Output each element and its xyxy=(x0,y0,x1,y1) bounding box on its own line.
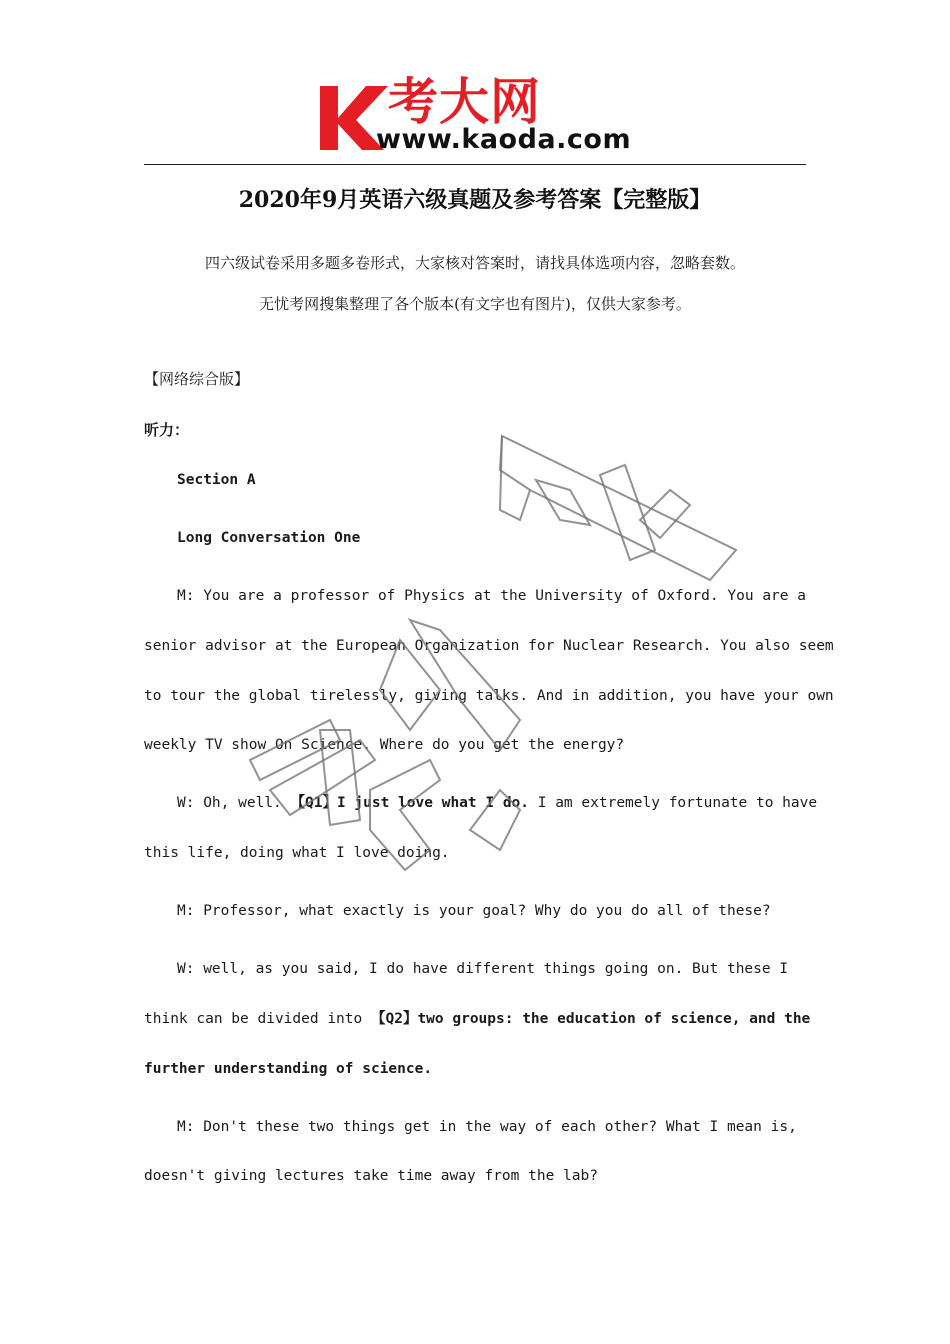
logo-cn-text: 考大网 xyxy=(388,73,541,131)
intro-note-1: 四六级试卷采用多题多卷形式，大家核对答案时，请找具体选项内容，忽略套数。 xyxy=(204,254,745,272)
dialogue-line: to tour the global tirelessly, giving talks. And in addition, you have your own xyxy=(144,688,834,704)
watermark-icon xyxy=(230,430,750,900)
answer-q1: 【Q1】I just love what I do. xyxy=(290,795,530,811)
conversation-label: Long Conversation One xyxy=(177,530,361,546)
dialogue-line: W: well, as you said, I do have different things going on. But these I xyxy=(177,961,789,977)
dialogue-text: W: Oh, well. xyxy=(177,795,291,811)
version-label: 【网络综合版】 xyxy=(144,370,250,388)
dialogue-line-q2 xyxy=(144,1007,811,1031)
dialogue-line: doesn't giving lectures take time away from the lab? xyxy=(144,1168,598,1184)
kaoda-logo xyxy=(318,73,638,158)
dialogue-line: M: You are a professor of Physics at the University of Oxford. You are a xyxy=(177,588,806,604)
dialogue-text: I am extremely fortunate to have xyxy=(529,795,818,811)
dialogue-line: M: Don't these two things get in the way of each other? What I mean is, xyxy=(177,1119,797,1135)
section-label: Section A xyxy=(177,472,256,488)
listening-label: 听力： xyxy=(144,421,190,439)
page-title: 2020年9月英语六级真题及参考答案【完整版】 xyxy=(238,187,712,213)
dialogue-line-q1 xyxy=(144,791,818,815)
dialogue-line: this life, doing what I love doing. xyxy=(144,845,450,861)
dialogue-line: weekly TV show On Science. Where do you get the energy? xyxy=(144,737,625,753)
dialogue-text: think can be divided into xyxy=(144,1011,371,1027)
answer-q2-cont: further understanding of science. xyxy=(144,1061,433,1077)
dialogue-line: senior advisor at the European Organization for Nuclear Research. You also seem xyxy=(144,638,834,654)
header-rule xyxy=(144,164,806,165)
logo-url-text: www.kaoda.com xyxy=(376,124,632,155)
answer-q2: 【Q2】two groups: the education of science, and the xyxy=(370,1011,811,1027)
dialogue-line: M: Professor, what exactly is your goal? Why do you do all of these? xyxy=(177,903,771,919)
intro-note-2: 无忧考网搜集整理了各个版本(有文字也有图片)，仅供大家参考。 xyxy=(259,295,691,313)
